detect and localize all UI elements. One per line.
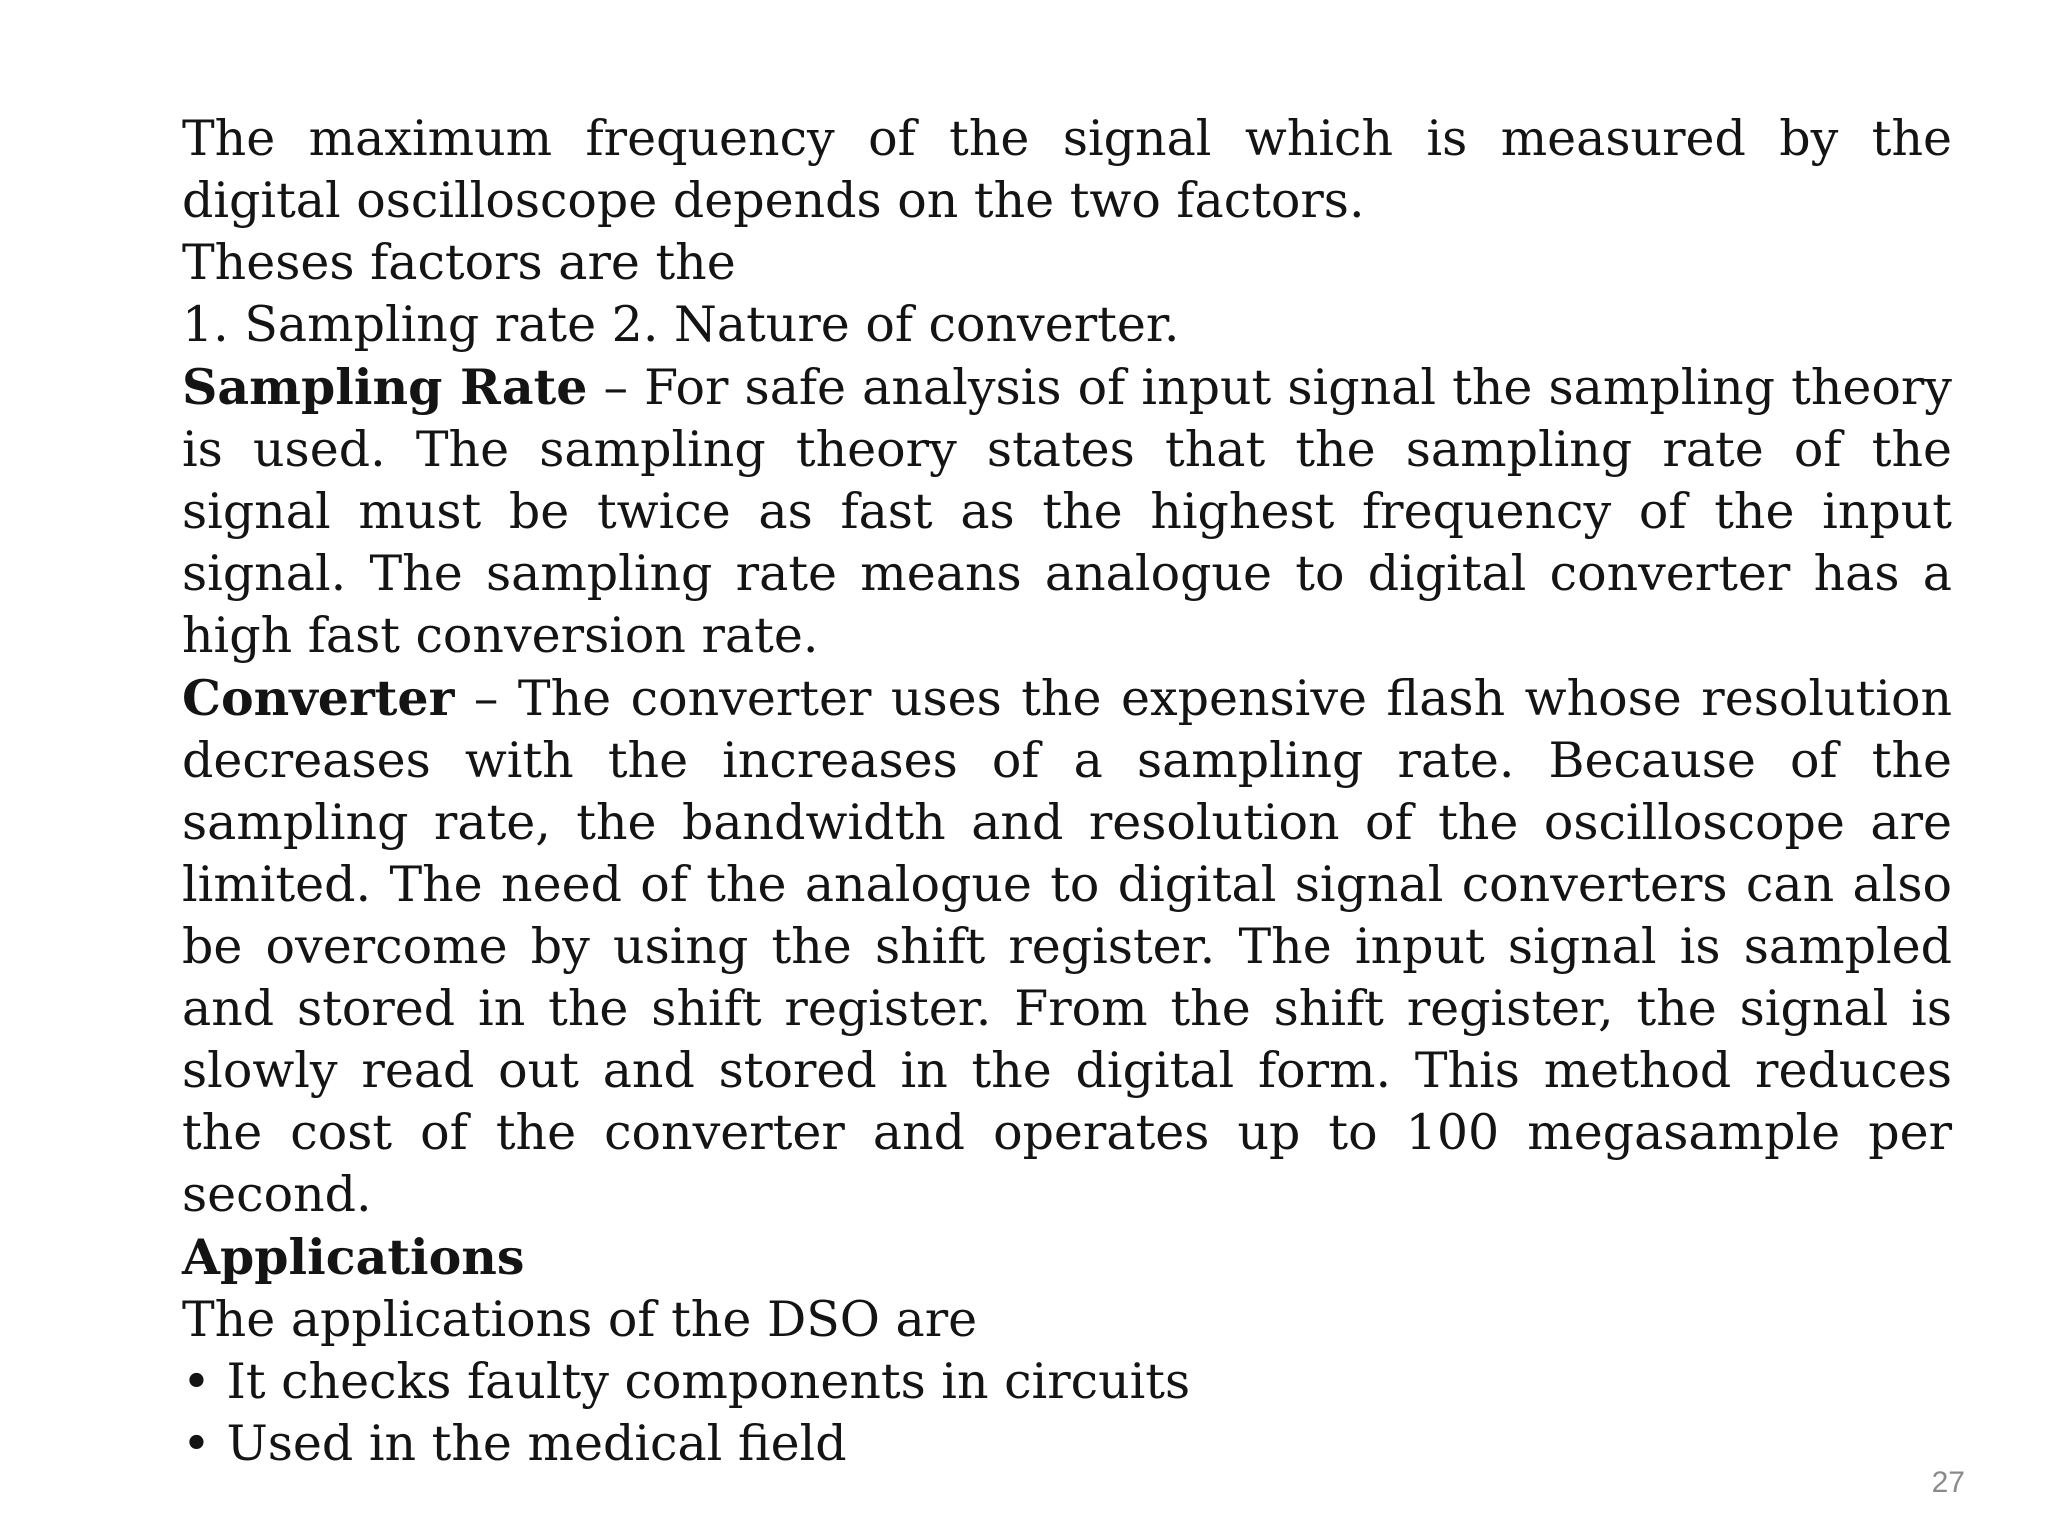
intro-line-3: Theses factors are the	[182, 234, 736, 291]
bullet-icon: •	[182, 1353, 211, 1410]
sampling-rate-paragraph	[182, 356, 1952, 667]
page-number: 27	[1931, 1466, 1965, 1499]
converter-paragraph	[182, 667, 1952, 1226]
intro-line-1: The maximum frequency of the signal which is measured by the	[182, 110, 1952, 167]
converter-term: Converter	[182, 669, 455, 727]
converter-text: – The converter uses the expensive flash whose resolution decreases with the increases of a sampling rate. Because of the sampling rate, the bandwidth and resolution of the oscilloscope are limited. The need of the analogue to digital signal converters can also be overcome by using the shift register. The input signal is sampled and stored in the shift register. From the shift register, the signal is slowly read out and stored in the digital form. This method reduces the cost of the converter and operates up to 100 megasample per second.	[182, 670, 1952, 1223]
applications-intro: The applications of the DSO are	[182, 1291, 978, 1348]
sampling-rate-term: Sampling Rate	[182, 358, 588, 416]
slide-body	[182, 108, 1952, 1475]
list-item	[182, 1351, 1952, 1413]
intro-line-4: 1. Sampling rate 2. Nature of converter.	[182, 296, 1180, 353]
list-item	[182, 1413, 1952, 1475]
sampling-rate-text: – For safe analysis of input signal the sampling theory is used. The sampling theory states that the sampling rate of the signal must be twice as fast as the highest frequency of the input signal. The sampling rate means analogue to digital converter has a high fast conversion rate.	[182, 359, 1952, 664]
intro-line-2: digital oscilloscope depends on the two factors.	[182, 172, 1365, 229]
list-item-text: It checks faulty components in circuits	[226, 1353, 1191, 1410]
applications-heading: Applications	[182, 1228, 525, 1286]
bullet-icon: •	[182, 1415, 211, 1472]
list-item-text: Used in the medical field	[226, 1415, 847, 1472]
